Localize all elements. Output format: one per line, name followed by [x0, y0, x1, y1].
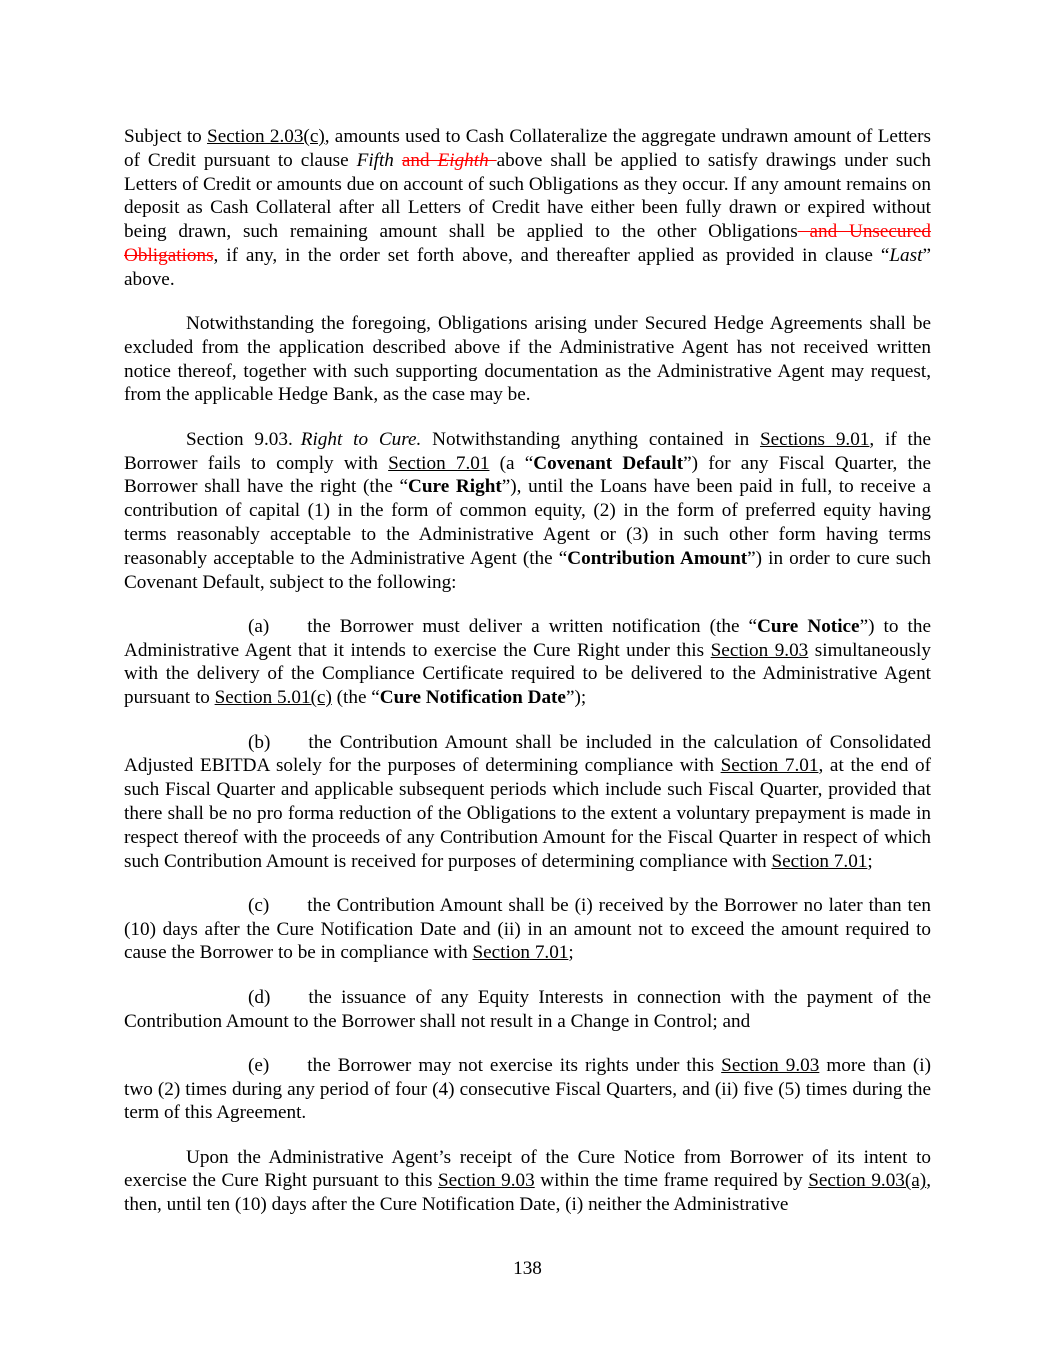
text: the Contribution Amount shall be (i) received by the Borrower no later than ten (10) days after the Cure Notification Date and (ii) in an amount not to exceed the amount required to cause the Borrower to be in compliance with: [124, 894, 931, 964]
text: Notwithstanding anything contained in: [432, 428, 760, 450]
section-reference: Sections 9.01: [759, 428, 870, 450]
text: , amounts used to Cash Collateralize the aggregate undrawn amount of Letters of Credit pursuant to clause: [124, 126, 931, 171]
text: Subject to: [124, 126, 208, 147]
text: within the time frame required by: [534, 1170, 809, 1192]
section-number: Section 9.03.: [186, 428, 293, 450]
text: more than (i) two (2) times during any period of four (4) consecutive Fiscal Quarters, and (ii) five (5) times during the term of this Agreement.: [124, 1054, 931, 1124]
paragraph-cash-collateral: [124, 125, 931, 292]
defined-term: Cure Notice: [757, 615, 860, 637]
text: above shall be applied to satisfy drawings under such Letters of Credit or amounts due on account of such Obligations as they occur. If any amount remains on deposit as Cash Collateral after all Letters of Credit have either been fully drawn or expired without being drawn, such remaining amount shall be applied to the other Obligations: [124, 149, 932, 243]
section-9-03-right-to-cure: [124, 428, 931, 595]
defined-term: Cure Right: [408, 476, 502, 498]
text: the Contribution Amount shall be included in the calculation of Consolidated Adjusted EBITDA solely for the purposes of determining compliance with: [124, 731, 931, 777]
clause-label: (b): [248, 731, 271, 753]
section-reference: Section 9.03: [438, 1170, 535, 1192]
section-reference: Section 7.01: [388, 452, 490, 474]
clause-label: (c): [248, 894, 270, 916]
text: ”);: [565, 687, 587, 709]
clause-name: Last: [889, 244, 923, 266]
section-reference: Section 9.03(a): [808, 1170, 927, 1192]
text: ”) for any Fiscal Quarter, the Borrower shall have the right (the “: [124, 452, 931, 498]
section-reference: Section 7.01: [771, 850, 868, 872]
clause-a: [124, 615, 931, 710]
deleted-text: and: [401, 149, 438, 171]
deleted-text: and Unsecured Obligations: [124, 221, 932, 266]
section-reference: Section 7.01: [720, 755, 819, 777]
defined-term: Contribution Amount: [567, 547, 748, 569]
text: , if the Borrower fails to comply with: [124, 428, 931, 474]
document-page: [124, 125, 931, 1238]
paragraph-secured-hedge: [124, 312, 931, 407]
text: , at the end of such Fiscal Quarter and applicable subsequent periods which include such Fiscal Quarter, provided that there shall be no pro forma reduction of the Obligations to the extent a voluntary prepayment is made in respect thereof with the proceeds of any Contribution Amount for the Fiscal Quarter in respect of which such Contribution Amount is received for purposes of determining compliance with: [124, 755, 931, 872]
text: ”) in order to cure such Covenant Default, subject to the following:: [124, 547, 931, 593]
text: ;: [867, 850, 873, 872]
section-reference: Section 9.03: [721, 1054, 820, 1076]
page-number: 138: [513, 1258, 542, 1279]
section-reference: Section 7.01: [472, 942, 569, 964]
clause-c: [124, 894, 931, 965]
text: (a “: [489, 452, 534, 474]
text: the issuance of any Equity Interests in connection with the payment of the Contribution Amount to the Borrower shall not result in a Change in Control; and: [124, 986, 931, 1032]
text: the Borrower must deliver a written notification (the “: [307, 615, 758, 637]
text: ;: [568, 942, 574, 964]
clause-b: [124, 731, 931, 874]
text: Notwithstanding the foregoing, Obligations arising under Secured Hedge Agreements shall be excluded from the application described above if the Administrative Agent has not received written notice thereof, together with such supporting documentation as the Administrative Agent may request, from the applicable Hedge Bank, as the case may be.: [124, 313, 931, 406]
text: ”) to the Administrative Agent that it intends to exercise the Cure Right under this: [124, 615, 931, 661]
clause-label: (a): [248, 615, 270, 637]
paragraph-cure-notice-receipt: [124, 1146, 931, 1217]
clause-e: [124, 1054, 931, 1125]
section-reference: Section 9.03: [710, 639, 809, 661]
clause-label: (d): [248, 986, 271, 1008]
clause-d: [124, 986, 931, 1034]
text: (the “: [331, 687, 380, 709]
text: ”), until the Loans have been paid in full, to receive a contribution of capital (1) in the form of common equity, (2) in the form of preferred equity having terms reasonably acceptable to the Administrative Agent or (3) in such other form having terms reasonably acceptable to the Administrative Agent (the “: [124, 476, 931, 569]
defined-term: Cure Notification Date: [379, 687, 566, 709]
text: ” above.: [124, 244, 931, 290]
text: the Borrower may not exercise its rights under this: [307, 1054, 722, 1076]
section-reference: Section 2.03(c): [207, 126, 325, 147]
text: , if any, in the order set forth above, and thereafter applied as provided in clause “: [213, 244, 890, 266]
text: , then, until ten (10) days after the Cure Notification Date, (i) neither the Administrative: [124, 1170, 931, 1216]
text: simultaneously with the delivery of the Compliance Certificate required to be delivered to the Administrative Agent pursuant to: [124, 639, 931, 709]
deleted-text: Eighth: [437, 149, 497, 171]
text: [394, 150, 402, 171]
text: Upon the Administrative Agent’s receipt of the Cure Notice from Borrower of its intent to exercise the Cure Right pursuant to this: [124, 1146, 931, 1192]
clause-label: (e): [248, 1054, 270, 1076]
section-title: Right to Cure.: [300, 428, 422, 450]
defined-term: Covenant Default: [533, 452, 684, 474]
clause-name: Fifth: [356, 149, 394, 171]
section-reference: Section 5.01(c): [214, 687, 332, 709]
